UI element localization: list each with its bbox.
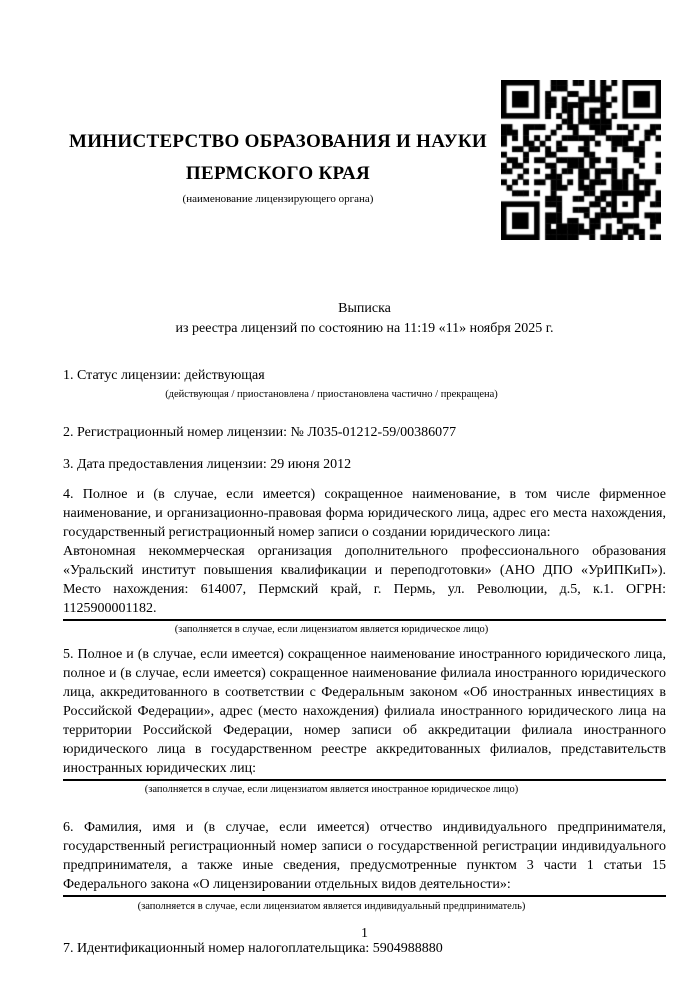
item-foreign-entity-text: 5. Полное и (в случае, если имеется) сокращенное наименование иностранного юридического лица, полное и (в случае, если имеется) сокращенное наименование филиала иностранного юридического лица, аккредитованного в соответствии с Федеральным законом «Об иностранных инвестициях в Российской Федерации», адрес (место нахождения) филиала иностранного юридического лица на территории Российской Федерации, номер записи об аккредитации филиала иностранного юридического лица в государственном реестре аккредитованных филиалов, представительств иностранных юридических лиц: [63, 645, 666, 781]
ministry-name-line1: МИНИСТЕРСТВО ОБРАЗОВАНИЯ И НАУКИ [68, 131, 488, 152]
item-license-date-text: 3. Дата предоставления лицензии: 29 июня 2012 [63, 457, 352, 472]
item-taxpayer-number-text: 7. Идентификационный номер налогоплательщика: 5904988880 [63, 941, 443, 956]
document-title [63, 299, 666, 339]
qr-code-container [501, 80, 661, 240]
document-title-line2: из реестра лицензий по состоянию на 11:19 «11» ноября 2025 г. [175, 321, 554, 336]
item-registration-number [63, 423, 666, 442]
item-individual-entrepreneur-caption: (заполняется в случае, если лицензиатом является индивидуальный предприниматель) [137, 901, 526, 912]
item-legal-entity [63, 485, 666, 636]
items-list [63, 366, 666, 958]
item-individual-entrepreneur [63, 818, 666, 913]
item-registration-number-text: 2. Регистрационный номер лицензии: № Л035-01212-59/00386077 [63, 425, 457, 440]
item-license-date [63, 455, 666, 474]
ministry-caption: (наименование лицензирующего органа) [182, 193, 374, 205]
page-number: 1 [361, 926, 368, 941]
item-legal-entity-caption: (заполняется в случае, если лицензиатом является юридическое лицо) [174, 624, 489, 635]
ministry-header [63, 126, 493, 206]
item-individual-entrepreneur-text: 6. Фамилия, имя и (в случае, если имеется) отчество индивидуального предпринимателя, государственный регистрационный номер записи о государственной регистрации индивидуального предпринимателя, а также иные сведения, предусмотренные пунктом 3 части 1 статьи 15 Федерального закона «О лицензировании отдельных видов деятельности»: [63, 818, 666, 897]
item-license-status-text: 1. Статус лицензии: действующая [63, 368, 265, 383]
item-legal-entity-value: Автономная некоммерческая организация дополнительного профессионального образования «Уральский институт повышения квалификации и переподготовки» (АНО ДПО «УрИПКиП»). Место нахождения: 614007, Пермский край, г. Пермь, ул. Революции, д.5, к.1. ОГРН: 1125900001182. [63, 542, 666, 621]
qr-code-icon [501, 80, 661, 240]
item-foreign-entity-caption: (заполняется в случае, если лицензиатом является иностранное юридическое лицо) [144, 784, 519, 795]
item-license-status [63, 366, 666, 401]
item-foreign-entity [63, 645, 666, 796]
item-license-status-caption: (действующая / приостановлена / приостановлена частично / прекращена) [165, 389, 498, 400]
item-legal-entity-text: 4. Полное и (в случае, если имеется) сокращенное наименование, в том числе фирменное наименование, и организационно-правовая форма юридического лица, адрес его места нахождения, государственный регистрационный номер записи о создании юридического лица: [63, 487, 666, 540]
document-title-line1: Выписка [338, 301, 391, 316]
ministry-name-line2: ПЕРМСКОГО КРАЯ [185, 163, 371, 184]
